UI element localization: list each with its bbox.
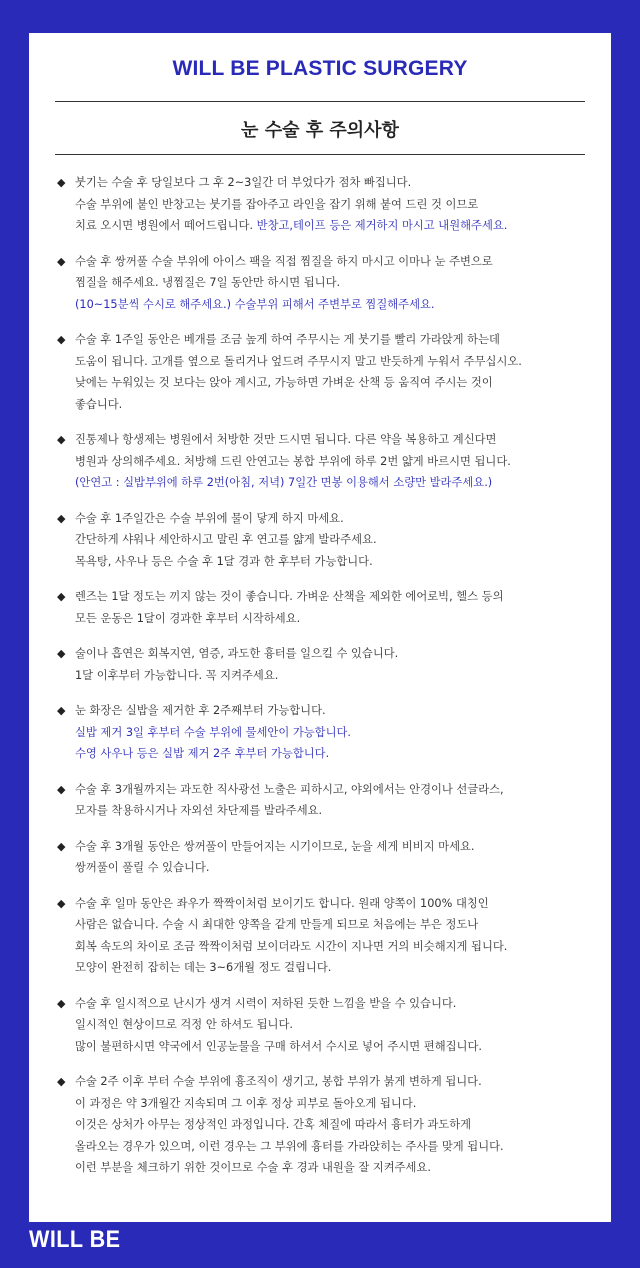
item-text: 이런 부분을 체크하기 위한 것이므로 수술 후 경과 내원을 잘 지켜주세요.: [75, 1161, 431, 1174]
item-line: [75, 551, 589, 573]
diamond-bullet-icon: ◆: [57, 254, 66, 268]
item-text: 수술 후 일시적으로 난시가 생겨 시력이 저하된 듯한 느낌을 받을 수 있습니다.: [75, 996, 457, 1010]
item-line: [75, 914, 589, 936]
item-text: 치료 오시면 병원에서 떼어드립니다.: [75, 219, 257, 232]
item-line: [75, 251, 589, 273]
item-line: [75, 294, 589, 316]
item-text: 간단하게 샤워나 세안하시고 말린 후 연고를 얇게 발라주세요.: [75, 533, 377, 546]
item-line: [75, 1014, 589, 1036]
item-line: [75, 957, 589, 979]
list-item: [57, 172, 589, 237]
list-item: [57, 429, 589, 494]
item-text: 술이나 흡연은 회복지연, 염증, 과도한 흉터를 일으킬 수 있습니다.: [75, 647, 399, 660]
item-text: 모양이 완전히 잡히는 데는 3~6개월 정도 걸립니다.: [75, 961, 332, 974]
item-text: 수술 2주 이후 부터 수술 부위에 흉조직이 생기고, 봉합 부위가 붉게 변하게 됩니다.: [75, 1075, 482, 1088]
highlighted-text: (10~15분씩 수시로 해주세요.) 수술부위 피해서 주변부로 찜질해주세요.: [75, 297, 435, 311]
item-line: [75, 1093, 589, 1115]
highlighted-text: 실밥 제거 3일 후부터 수술 부위에 물세안이 가능합니다.: [75, 725, 351, 739]
diamond-bullet-icon: ◆: [57, 176, 66, 189]
item-text: 수술 후 일마 동안은 좌우가 짝짝이처럼 보이기도 합니다. 원래 양쪽이 100% 대칭인: [75, 896, 489, 910]
item-line: [75, 215, 589, 237]
item-line: [75, 936, 589, 958]
item-line: [75, 643, 589, 665]
item-line: [75, 329, 589, 351]
item-line: [75, 394, 589, 416]
item-text: 목욕탕, 사우나 등은 수술 후 1달 경과 한 후부터 가능합니다.: [75, 554, 373, 568]
item-line: [75, 1071, 589, 1093]
item-line: [75, 722, 589, 744]
diamond-bullet-icon: ◆: [57, 896, 66, 910]
item-line: [75, 1157, 589, 1179]
item-line: [75, 272, 589, 294]
notice-card: [29, 33, 611, 1222]
item-text: 좋습니다.: [75, 397, 123, 411]
item-text: 모자를 착용하시거나 자외선 차단제를 발라주세요.: [75, 804, 323, 817]
list-item: [57, 251, 589, 316]
item-text: 회복 속도의 차이로 조금 짝짝이처럼 보이더라도 시간이 지나면 거의 비슷해지게 됩니다.: [75, 939, 508, 953]
highlighted-text: 수영 사우나 등은 실밥 제거 2주 후부터 가능합니다.: [75, 747, 330, 760]
item-line: [75, 800, 589, 822]
list-item: [57, 779, 589, 822]
item-text: 1달 이후부터 가능합니다. 꼭 지켜주세요.: [75, 668, 279, 682]
highlighted-text: (안연고 : 실밥부위에 하루 2번(아침, 저녁) 7일간 면봉 이용해서 소량만 발라주세요.): [75, 476, 493, 489]
list-item: [57, 329, 589, 415]
diamond-bullet-icon: ◆: [57, 1075, 66, 1088]
item-line: [75, 351, 589, 373]
item-line: [75, 586, 589, 608]
list-item: [57, 836, 589, 879]
diamond-bullet-icon: ◆: [57, 333, 66, 346]
item-line: [75, 451, 589, 473]
item-text: 눈 화장은 실밥을 제거한 후 2주째부터 가능합니다.: [75, 704, 326, 717]
item-line: [75, 429, 589, 451]
item-text: 수술 후 3개월까지는 과도한 직사광선 노출은 피하시고, 야외에서는 안경이나 선글라스,: [75, 782, 504, 796]
item-text: 진통제나 항생제는 병원에서 처방한 것만 드시면 됩니다. 다른 약을 복용하고 계신다면: [75, 433, 497, 446]
diamond-bullet-icon: ◆: [57, 511, 66, 525]
item-text: 많이 불편하시면 약국에서 인공눈물을 구매 하셔서 수시로 넣어 주시면 편해집니다.: [75, 1039, 482, 1053]
item-text: 찜질을 해주세요. 냉찜질은 7일 동안만 하시면 됩니다.: [75, 276, 341, 289]
item-line: [75, 1036, 589, 1058]
item-text: 병원과 상의해주세요. 처방해 드린 안연고는 봉합 부위에 하루 2번 얇게 바르시면 됩니다.: [75, 454, 511, 468]
item-line: [75, 1114, 589, 1136]
list-item: [57, 586, 589, 629]
brand-title: WILL BE PLASTIC SURGERY: [172, 57, 468, 80]
diamond-bullet-icon: ◆: [57, 704, 66, 717]
item-text: 수술 후 3개월 동안은 쌍꺼풀이 만들어지는 시기이므로, 눈을 세게 비비지 마세요.: [75, 839, 475, 853]
bottom-divider: [55, 154, 585, 155]
item-line: [75, 529, 589, 551]
item-text: 수술 후 쌍꺼풀 수술 부위에 아이스 팩을 직접 찜질을 하지 마시고 이마나 눈 주변으로: [75, 254, 493, 268]
item-line: [75, 665, 589, 687]
diamond-bullet-icon: ◆: [57, 839, 66, 853]
item-line: [75, 893, 589, 915]
page-title: 눈 수술 후 주의사항: [241, 120, 399, 141]
item-text: 수술 부위에 붙인 반창고는 붓기를 잡아주고 라인을 잡기 위해 붙여 드린 것 이므로: [75, 197, 479, 211]
item-text: 사람은 없습니다. 수술 시 최대한 양쪽을 같게 만들게 되므로 처음에는 부은 정도나: [75, 918, 479, 931]
diamond-bullet-icon: ◆: [57, 996, 66, 1010]
diamond-bullet-icon: ◆: [57, 433, 66, 446]
item-text: 일시적인 현상이므로 걱정 안 하셔도 됩니다.: [75, 1018, 293, 1031]
highlighted-text: 반창고,테이프 등은 제거하지 마시고 내원해주세요.: [256, 219, 508, 232]
item-line: [75, 608, 589, 630]
list-item: [57, 700, 589, 765]
item-text: 이것은 상처가 아무는 정상적인 과정입니다. 간혹 체질에 따라서 흉터가 과도하게: [75, 1118, 472, 1131]
item-line: [75, 172, 589, 194]
item-line: [75, 508, 589, 530]
list-item: [57, 993, 589, 1058]
item-text: 쌍꺼풀이 풀릴 수 있습니다.: [75, 861, 210, 874]
item-text: 이 과정은 약 3개월간 지속되며 그 이후 정상 피부로 돌아오게 됩니다.: [75, 1096, 417, 1110]
list-item: [57, 1071, 589, 1179]
item-text: 렌즈는 1달 정도는 끼지 않는 것이 좋습니다. 가벼운 산책을 제외한 에어로빅, 헬스 등의: [75, 590, 504, 603]
item-line: [75, 779, 589, 801]
item-text: 낮에는 누워있는 것 보다는 앉아 계시고, 가능하면 가벼운 산책 등 움직여 주시는 것이: [75, 376, 493, 389]
item-line: [75, 836, 589, 858]
item-text: 올라오는 경우가 있으며, 이런 경우는 그 부위에 흉터를 가라앉히는 주사를 맞게 됩니다.: [75, 1139, 504, 1153]
precaution-list: [57, 172, 589, 1193]
item-line: [75, 194, 589, 216]
item-text: 모든 운동은 1달이 경과한 후부터 시작하세요.: [75, 611, 301, 625]
diamond-bullet-icon: ◆: [57, 590, 66, 603]
list-item: [57, 893, 589, 979]
item-line: [75, 472, 589, 494]
item-line: [75, 857, 589, 879]
item-text: 수술 후 1주일 동안은 베개를 조금 높게 하여 주무시는 게 붓기를 빨리 가라앉게 하는데: [75, 333, 500, 346]
item-text: 붓기는 수술 후 당일보다 그 후 2~3일간 더 부었다가 점차 빠집니다.: [75, 176, 412, 189]
item-text: 도움이 됩니다. 고개를 옆으로 돌리거나 엎드려 주무시지 말고 반듯하게 누워서 주무십시오.: [75, 354, 522, 368]
diamond-bullet-icon: ◆: [57, 647, 66, 660]
diamond-bullet-icon: ◆: [57, 782, 66, 796]
footer-logo: WILL BE: [29, 1226, 121, 1253]
item-line: [75, 743, 589, 765]
item-text: 수술 후 1주일간은 수술 부위에 물이 닿게 하지 마세요.: [75, 511, 344, 525]
item-line: [75, 993, 589, 1015]
item-line: [75, 1136, 589, 1158]
item-line: [75, 372, 589, 394]
list-item: [57, 643, 589, 686]
item-line: [75, 700, 589, 722]
list-item: [57, 508, 589, 573]
top-divider: [55, 101, 585, 102]
